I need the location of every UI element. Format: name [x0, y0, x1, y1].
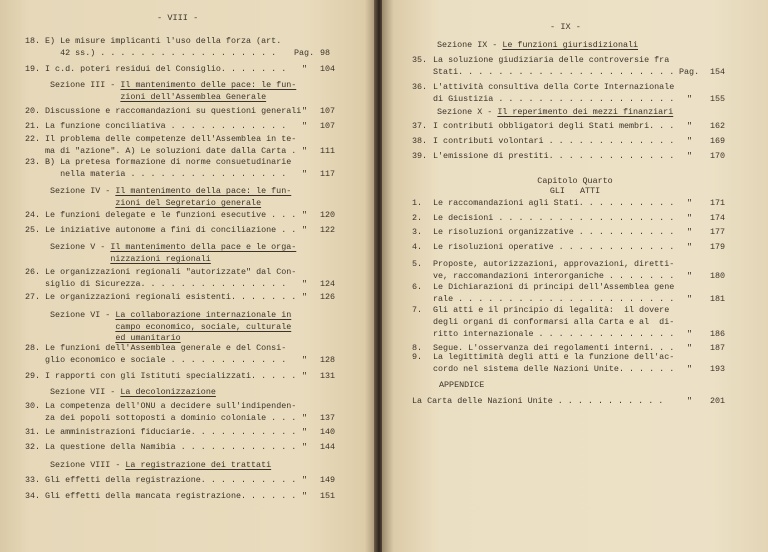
page-prefix: " [302, 106, 308, 116]
page-prefix: " [302, 225, 308, 235]
left-page [0, 0, 376, 552]
entry-number: 26. [25, 267, 41, 277]
entry-number: 1. [412, 198, 423, 208]
entry-title [45, 343, 286, 367]
entry-title [45, 442, 296, 454]
entry-title-line: Proposte, autorizzazioni, approvazioni, diretti- [433, 259, 675, 269]
page-number-header: - VIII - [157, 13, 199, 23]
section-title [110, 242, 296, 265]
entry-title-line: L'emissione di prestiti. . . . . . . . . . . . . [433, 151, 675, 161]
section-title [497, 107, 673, 119]
entry-page-number: 193 [710, 363, 726, 374]
entry-title [45, 475, 296, 487]
entry-number: 28. [25, 343, 41, 353]
page-prefix: " [687, 136, 693, 146]
entry-title-line: glio economico e sociale . . . . . . . . . . . . [45, 354, 287, 365]
entry-number: 29. [25, 371, 41, 381]
page-prefix: " [687, 93, 693, 104]
entry-title [45, 491, 296, 503]
entry-number: 9. [412, 352, 423, 362]
entry-title-line: Le iniziative autonome a fini di conciliazione . . [45, 225, 297, 235]
page-prefix: " [687, 293, 693, 304]
entry-page-number: 149 [320, 475, 336, 485]
entry-title [433, 242, 674, 254]
entry-title [433, 227, 674, 239]
entry-title-line: La questione della Namibia . . . . . . . . . . . . [45, 442, 297, 452]
entry-page-number: 124 [320, 278, 336, 289]
page-prefix: " [302, 442, 308, 452]
entry-title-line: nella materia . . . . . . . . . . . . . . . . [45, 168, 287, 179]
page-prefix: " [687, 328, 693, 339]
entry-title-line: I contributi volontari . . . . . . . . . . . . . [433, 136, 675, 146]
entry-number: 38. [412, 136, 428, 146]
entry-title [45, 64, 286, 76]
page-prefix: " [302, 278, 308, 289]
entry-title [433, 282, 674, 306]
page-number-header: - IX - [550, 22, 581, 32]
entry-title-line: La Carta delle Nazioni Unite . . . . . . . . . . . [412, 396, 664, 406]
entry-title-line: Le risoluzioni organizzative . . . . . . . . . . [433, 227, 675, 237]
entry-number: 18. [25, 36, 41, 46]
entry-title [45, 36, 281, 60]
entry-page-number: 107 [320, 106, 336, 116]
section-label: Sezione V - [50, 242, 111, 252]
entry-title [45, 401, 296, 425]
entry-page-number: 107 [320, 121, 336, 131]
page-prefix: " [687, 363, 693, 374]
entry-page-number: 187 [710, 343, 726, 353]
entry-title [433, 259, 674, 283]
entry-title-line: Le organizzazioni regionali esistenti. . . . . . . [45, 292, 297, 302]
entry-title-line: Le risoluzioni operative . . . . . . . . . . . . [433, 242, 675, 252]
entry-number: 19. [25, 64, 41, 74]
entry-page-number: 131 [320, 371, 336, 381]
page-prefix: " [302, 168, 308, 179]
entry-title [45, 292, 296, 304]
chapter-title: GLI ATTI [549, 186, 601, 196]
entry-page-number: 98 [320, 47, 331, 58]
page-prefix: " [687, 396, 693, 406]
section-title [115, 186, 291, 209]
chapter-label: Capitolo Quarto [537, 176, 613, 186]
entry-title-line: siglio di Sicurezza. . . . . . . . . . . . . . . [45, 278, 287, 289]
entry-title-line: I contributi obbligatori degli Stati membri. . . [433, 121, 675, 131]
section-title [120, 387, 216, 399]
page-prefix: " [302, 210, 308, 220]
entry-page-number: 126 [320, 292, 336, 302]
entry-title [433, 305, 674, 340]
entry-number: 2. [412, 213, 423, 223]
entry-page-number: 151 [320, 491, 336, 501]
entry-title-line: ve, raccomandazioni interorganiche . . . . . . . [433, 270, 675, 281]
page-prefix: " [302, 292, 308, 302]
entry-number: 36. [412, 82, 428, 92]
entry-number: 33. [25, 475, 41, 485]
entry-title [45, 371, 296, 383]
entry-title-line: Le Dichiarazioni di principi dell'Assemblea gene [433, 282, 675, 292]
section-title-line: zioni del Segretario generale [115, 197, 262, 208]
section-title-line: campo economico, sociale, culturale [115, 321, 292, 332]
entry-page-number: 179 [710, 242, 726, 252]
section-title-line: Il reperimento dei mezzi finanziari [497, 107, 674, 117]
section-heading [50, 387, 216, 399]
entry-title-line: 42 ss.) . . . . . . . . . . . . . . . . . . [45, 47, 277, 58]
entry-page-number: 177 [710, 227, 726, 237]
entry-title-line: La funzione conciliativa . . . . . . . . . . . . [45, 121, 287, 131]
entry-number: 21. [25, 121, 41, 131]
page-prefix: " [302, 412, 308, 423]
entry-page-number: 171 [710, 198, 726, 208]
entry-title-line: Le funzioni dell'Assemblea generale e del Consi- [45, 343, 287, 353]
page-prefix: Pag. [294, 47, 315, 58]
entry-title-line: Gli effetti della mancata registrazione. . . . . . [45, 491, 297, 501]
entry-page-number: 155 [710, 93, 726, 104]
entry-number: 23. [25, 157, 41, 167]
page-prefix: " [687, 227, 693, 237]
entry-title [45, 121, 286, 133]
page-prefix: " [687, 213, 693, 223]
entry-page-number: 174 [710, 213, 726, 223]
page-prefix: " [302, 145, 308, 156]
entry-number: 22. [25, 134, 41, 144]
entry-title-line: za dei popoli sottoposti a dominio coloniale . . . [45, 412, 297, 423]
entry-number: 24. [25, 210, 41, 220]
entry-title-line: Stati. . . . . . . . . . . . . . . . . . . . . . [433, 66, 675, 77]
page-prefix: " [302, 491, 308, 501]
entry-title-line: di Giustizia . . . . . . . . . . . . . . . . . . [433, 93, 675, 104]
entry-title [45, 267, 296, 291]
section-title-line: Il mantenimento della pace: le fun- [115, 186, 292, 196]
entry-number: 30. [25, 401, 41, 411]
page-prefix: " [302, 475, 308, 485]
entry-title-line: E) Le misure implicanti l'uso della forza (art. [45, 36, 282, 46]
section-heading [437, 40, 638, 52]
section-title-line: Il mantenimento delle pace: le fun- [120, 80, 297, 90]
entry-page-number: 140 [320, 427, 336, 437]
entry-title-line: rale . . . . . . . . . . . . . . . . . . . . . . [433, 293, 675, 304]
entry-title-line: Discussione e raccomandazioni su questioni generali [45, 106, 302, 116]
page-prefix: " [302, 371, 308, 381]
section-title [115, 310, 291, 345]
section-heading [437, 107, 673, 119]
entry-page-number: 128 [320, 354, 336, 365]
page-prefix: " [687, 270, 693, 281]
section-title-line: Il mantenimento della pace e le orga- [110, 242, 297, 252]
page-prefix: " [687, 198, 693, 208]
entry-title-line: degli organi di conformarsi alla Carta e al di- [433, 316, 675, 327]
entry-page-number: 111 [320, 145, 336, 156]
entry-title-line: Segue. L'osservanza dei regolamenti interni. . . [433, 343, 675, 353]
section-title-line: zioni dell'Assemblea Generale [120, 91, 267, 102]
entry-title-line: Il problema delle competenze dell'Assemblea in te- [45, 134, 297, 144]
page-prefix: " [302, 427, 308, 437]
entry-title [433, 55, 674, 79]
entry-title-line: Le raccomandazioni agli Stati. . . . . . . . . . [433, 198, 675, 208]
entry-page-number: 122 [320, 225, 336, 235]
section-heading [50, 186, 291, 209]
entry-page-number: 120 [320, 210, 336, 220]
entry-page-number: 170 [710, 151, 726, 161]
entry-title [45, 427, 296, 439]
page-prefix: " [302, 121, 308, 131]
entry-title [433, 151, 674, 163]
entry-page-number: 201 [710, 396, 726, 406]
entry-page-number: 137 [320, 412, 336, 423]
entry-title [433, 213, 674, 225]
entry-title-line: Gli atti e il principio di legalità: il dovere [433, 305, 670, 315]
entry-title [45, 210, 296, 222]
section-heading [50, 310, 291, 345]
entry-page-number: 144 [320, 442, 336, 452]
entry-number: 6. [412, 282, 423, 292]
entry-title [433, 82, 674, 106]
section-label: Sezione IV - [50, 186, 116, 196]
entry-title [45, 225, 296, 237]
entry-title-line: Le decisioni . . . . . . . . . . . . . . . . . . [433, 213, 675, 223]
entry-title [433, 121, 674, 133]
page-prefix: " [302, 64, 308, 74]
entry-number: 5. [412, 259, 423, 269]
right-page [382, 0, 768, 552]
entry-page-number: 186 [710, 328, 726, 339]
section-title-line: Le funzioni giurisdizionali [502, 40, 639, 50]
appendix-heading: APPENDICE [439, 380, 485, 390]
section-label: Sezione VIII - [50, 460, 126, 470]
section-title [125, 460, 271, 472]
entry-title-line: L'attività consultiva della Corte Internazionale [433, 82, 675, 92]
section-title-line: ed umanitario [115, 333, 181, 344]
entry-title-line: Le amministrazioni fiduciarie. . . . . . . . . . . [45, 427, 297, 437]
section-title [502, 40, 638, 52]
page-prefix: " [687, 242, 693, 252]
entry-title [433, 198, 674, 210]
page-prefix: " [687, 343, 693, 353]
section-title-line: La decolonizzazione [120, 387, 216, 397]
entry-number: 35. [412, 55, 428, 65]
entry-number: 32. [25, 442, 41, 452]
entry-title [45, 134, 296, 158]
page-prefix: " [302, 354, 308, 365]
entry-page-number: 104 [320, 64, 336, 74]
entry-page-number: 154 [710, 66, 726, 77]
entry-title-line: B) La pretesa formazione di norme consuetudinarie [45, 157, 292, 167]
entry-number: 8. [412, 343, 423, 353]
entry-number: 3. [412, 227, 423, 237]
page-prefix: Pag. [679, 66, 700, 77]
entry-title-line: La legittimità degli atti e la funzione dell'ac- [433, 352, 675, 362]
entry-title [412, 396, 663, 408]
page-prefix: " [687, 121, 693, 131]
section-label: Sezione III - [50, 80, 121, 90]
entry-number: 34. [25, 491, 41, 501]
entry-title [45, 157, 291, 181]
entry-title-line: ritto internazionale . . . . . . . . . . . . . . [433, 328, 675, 339]
entry-title [45, 106, 301, 118]
entry-title [433, 136, 674, 148]
entry-number: 37. [412, 121, 428, 131]
entry-number: 20. [25, 106, 41, 116]
section-label: Sezione X - [437, 107, 498, 117]
section-heading [50, 80, 296, 103]
entry-title-line: ma di "azione". A) Le soluzioni date dalla Carta . [45, 145, 297, 156]
entry-title-line: Le funzioni delegate e le funzioni esecutive . . . [45, 210, 297, 220]
entry-page-number: 169 [710, 136, 726, 146]
entry-title-line: Gli effetti della registrazione. . . . . . . . . . [45, 475, 297, 485]
section-heading [50, 242, 296, 265]
section-title-line: nizzazioni regionali [110, 253, 211, 264]
entry-title-line: Le organizzazioni regionali "autorizzate" dal Con- [45, 267, 297, 277]
entry-number: 4. [412, 242, 423, 252]
entry-title-line: La competenza dell'ONU a decidere sull'indipenden- [45, 401, 297, 411]
entry-page-number: 162 [710, 121, 726, 131]
section-title [120, 80, 296, 103]
entry-title-line: I c.d. poteri residui del Consiglio. . . . . . . [45, 64, 287, 74]
section-label: Sezione VI - [50, 310, 116, 320]
entry-number: 39. [412, 151, 428, 161]
entry-page-number: 181 [710, 293, 726, 304]
entry-number: 27. [25, 292, 41, 302]
entry-title [433, 352, 674, 376]
entry-number: 7. [412, 305, 423, 315]
entry-title-line: La soluzione giudiziaria delle controversie fra [433, 55, 670, 65]
entry-title-line: I rapporti con gli Istituti specializzati. . . . . [45, 371, 297, 381]
entry-page-number: 180 [710, 270, 726, 281]
section-heading [50, 460, 271, 472]
section-label: Sezione IX - [437, 40, 503, 50]
entry-number: 31. [25, 427, 41, 437]
entry-number: 25. [25, 225, 41, 235]
section-title-line: La collaborazione internazionale in [115, 310, 292, 320]
section-title-line: La registrazione dei trattati [125, 460, 272, 470]
page-prefix: " [687, 151, 693, 161]
entry-title-line: cordo nel sistema delle Nazioni Unite. . . . . . [433, 363, 675, 374]
section-label: Sezione VII - [50, 387, 121, 397]
entry-page-number: 117 [320, 168, 336, 179]
